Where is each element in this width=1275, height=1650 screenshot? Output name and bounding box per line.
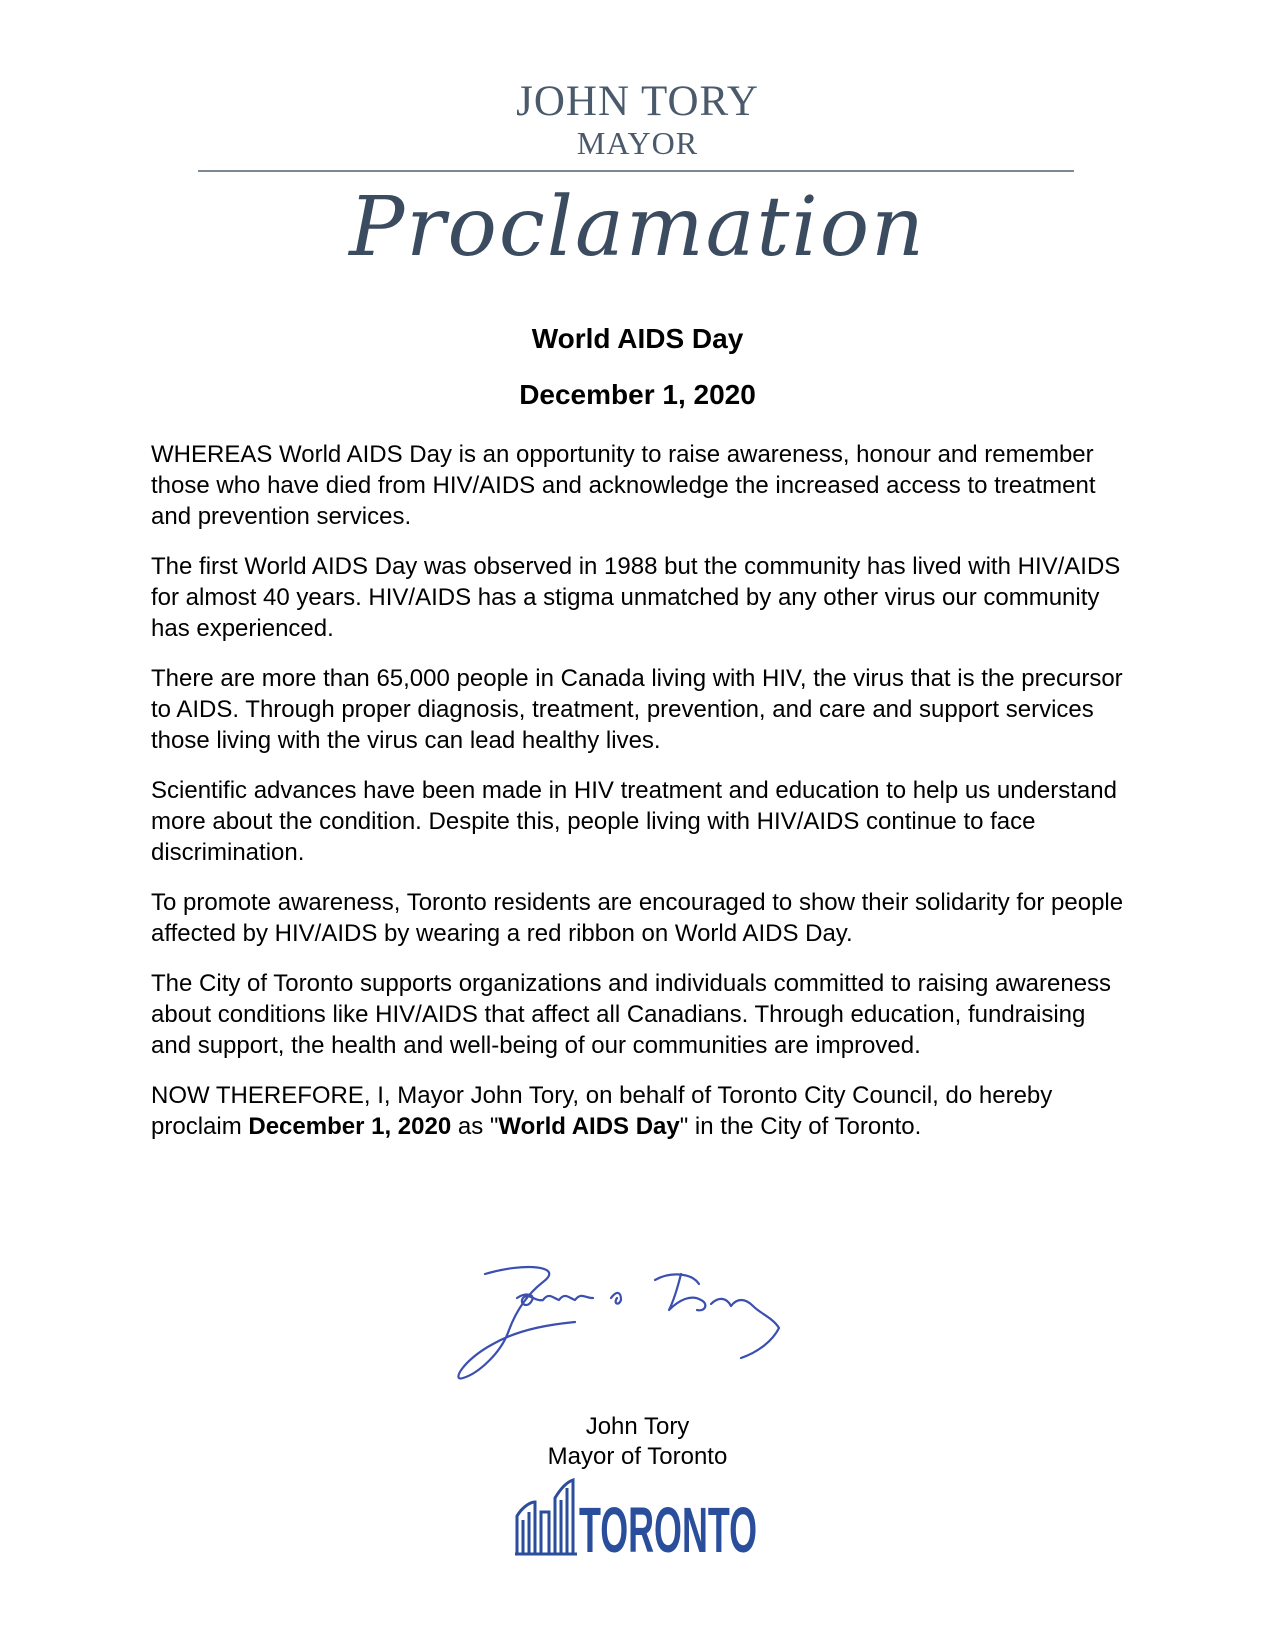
paragraph-science: Scientific advances have been made in HIV treatment and education to help us understand more about the condition. Despite this, people living with HIV/AIDS continue to face discrimination. xyxy=(151,777,1117,866)
toronto-logo xyxy=(515,1476,760,1566)
proclamation-title: World AIDS Day xyxy=(531,323,744,354)
letterhead-divider xyxy=(198,170,1074,172)
city-hall-icon xyxy=(515,1480,577,1554)
paragraph-city-support: The City of Toronto supports organizations and individuals committed to raising awareness about conditions like HIV/AIDS that affect all Canadians. Through education, fundraising and support, the health and well-being of our communities are improved. xyxy=(151,970,1112,1059)
closing-date: December 1, 2020 xyxy=(248,1113,452,1140)
closing-intro: NOW THEREFORE, I, Mayor John Tory, on behalf of Toronto City Council, do hereby proclaim xyxy=(151,1082,1053,1140)
paragraph-whereas: WHEREAS World AIDS Day is an opportunity to raise awareness, honour and remember those who have died from HIV/AIDS and acknowledge the increased access to treatment and prevention services. xyxy=(151,441,1096,530)
letterhead-title: MAYOR xyxy=(576,125,699,161)
paragraph-statistics: There are more than 65,000 people in Canada living with HIV, the virus that is the precursor to AIDS. Through proper diagnosis, treatment, prevention, and care and support services those living with the virus can lead healthy lives. xyxy=(151,665,1123,754)
proclamation-date: December 1, 2020 xyxy=(519,379,756,410)
letterhead-name: JOHN TORY xyxy=(516,78,759,125)
paragraph-red-ribbon: To promote awareness, Toronto residents are encouraged to show their solidarity for people affected by HIV/AIDS by wearing a red ribbon on World AIDS Day. xyxy=(151,889,1124,947)
closing-end: " in the City of Toronto. xyxy=(679,1113,922,1140)
mayor-signature xyxy=(455,1262,845,1392)
logo-wordmark: TORONTO xyxy=(579,1494,757,1566)
closing-as: as " xyxy=(451,1113,499,1140)
proclamation-body xyxy=(151,439,1131,1161)
signatory-title: Mayor of Toronto xyxy=(547,1443,728,1470)
closing-event: World AIDS Day xyxy=(498,1113,680,1140)
signatory-name: John Tory xyxy=(585,1413,690,1440)
paragraph-history: The first World AIDS Day was observed in 1988 but the community has lived with HIV/AIDS for almost 40 years. HIV/AIDS has a stigma unmatched by any other virus our community has experienced. xyxy=(151,553,1121,642)
proclamation-heading: Proclamation xyxy=(349,180,926,275)
paragraph-now-therefore xyxy=(151,1080,1131,1142)
